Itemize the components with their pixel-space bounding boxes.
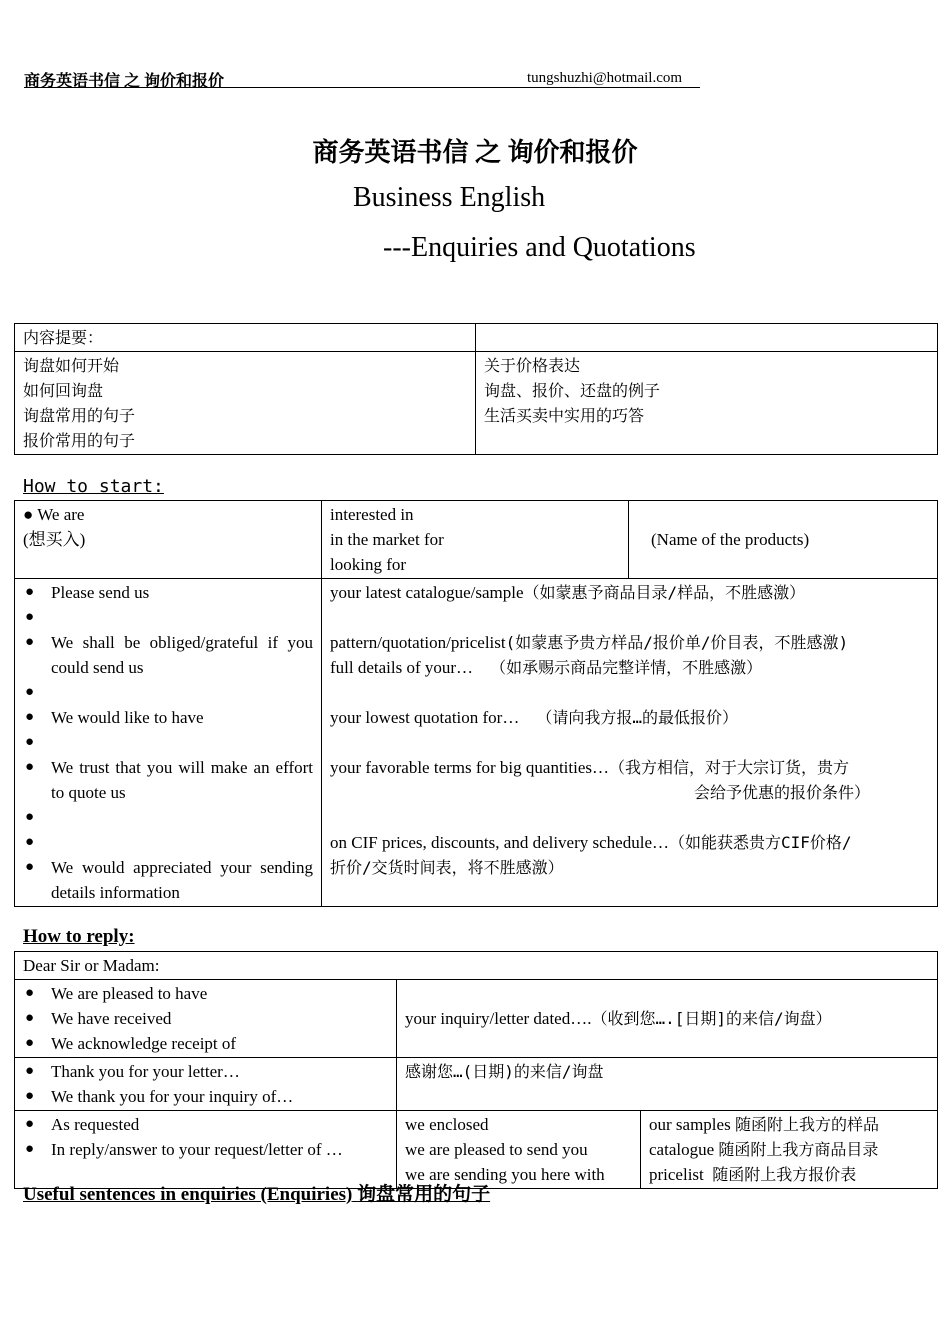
bullet-icon: ● [23, 505, 34, 524]
how-to-reply-table [14, 951, 938, 1189]
reply-group1-right: your inquiry/letter dated….（收到您….[日期]的来信/询盘） [397, 980, 938, 1058]
reply-group3-right: our samples 随函附上我方的样品 catalogue 随函附上我方商品目录 pricelist 随函附上我方报价表 [641, 1111, 938, 1189]
summary-heading-empty [476, 324, 938, 352]
reply-group2-right: 感谢您…(日期)的来信/询盘 [397, 1058, 938, 1111]
phrase-item: ● As requested [23, 1112, 388, 1137]
phrase-item: ● We shall be obliged/grateful if you could send us [23, 630, 313, 680]
start-row1-col2: interested in in the market for looking for [322, 501, 629, 579]
summary-item: 关于价格表达 [484, 356, 581, 375]
phrase-item: ● We have received [23, 1006, 388, 1031]
summary-item: 询盘常用的句子 [23, 406, 136, 425]
phrase-item: ● In reply/answer to your request/letter of … [23, 1137, 388, 1162]
reply-group3-mid: we enclosed we are pleased to send you we are sending you here with [397, 1111, 641, 1189]
summary-item: 询盘如何开始 [23, 356, 120, 375]
how-to-start-table [14, 500, 938, 907]
reply-group3-left [15, 1111, 397, 1189]
phrase-item: ● Please send us [23, 580, 313, 605]
running-header-email: tungshuzhi@hotmail.com [527, 70, 683, 86]
document-subtitle-2: ---Enquiries and Quotations [383, 232, 696, 263]
reply-group1-left [15, 980, 397, 1058]
summary-item: 如何回询盘 [23, 381, 104, 400]
start-row2-left [15, 579, 322, 907]
phrase-item: ● We thank you for your inquiry of… [23, 1084, 388, 1109]
phrase-item: ● We acknowledge receipt of [23, 1031, 388, 1056]
reply-greeting: Dear Sir or Madam: [15, 952, 938, 980]
running-header-title: 商务英语书信 之 询价和报价 [24, 73, 225, 90]
how-to-reply-heading: How to reply: [23, 926, 135, 947]
summary-right-cell [476, 352, 938, 455]
summary-table [14, 323, 938, 455]
document-subtitle-1: Business English [353, 182, 546, 213]
how-to-start-heading: How to start: [23, 476, 164, 497]
start-row1-col1: ● We are (想买入) [15, 501, 322, 579]
start-row1-col3: (Name of the products) [629, 501, 938, 579]
document-title: 商务英语书信 之 询价和报价 [312, 138, 638, 167]
phrase-item: ● We would like to have [23, 705, 313, 730]
summary-item: 询盘、报价、还盘的例子 [484, 381, 661, 400]
start-row2-right: your latest catalogue/sample（如蒙惠予商品目录/样品，不胜感激） pattern/quotation/pricelist(如蒙惠予贵方样品/报价单/价目表，不胜感激) full details of your… （如承赐示商品完整详情，不胜感激） your lowest quotation for… （请向我方报…的最低报价） your favorable terms for big quantities…（我方相信，对于大宗订货，贵方 会给予优惠的报价条件） on CIF prices, discounts, and delivery schedule…（如能获悉贵方CIF价格/ 折价/交货时间表，将不胜感激） [322, 579, 938, 907]
reply-group2-left [15, 1058, 397, 1111]
summary-left-cell [15, 352, 476, 455]
phrase-item: ● We are pleased to have [23, 981, 388, 1006]
phrase-item: ● We would appreciated your sending details information [23, 855, 313, 905]
useful-sentences-heading: Useful sentences in enquiries (Enquiries) 询盘常用的句子 [23, 1184, 491, 1205]
header-rule [24, 87, 700, 88]
phrase-item: ● Thank you for your letter… [23, 1059, 388, 1084]
summary-item: 报价常用的句子 [23, 431, 136, 450]
phrase-item: ● We trust that you will make an effort to quote us [23, 755, 313, 805]
summary-heading: 内容提要： [15, 324, 476, 352]
summary-item: 生活买卖中实用的巧答 [484, 406, 645, 425]
